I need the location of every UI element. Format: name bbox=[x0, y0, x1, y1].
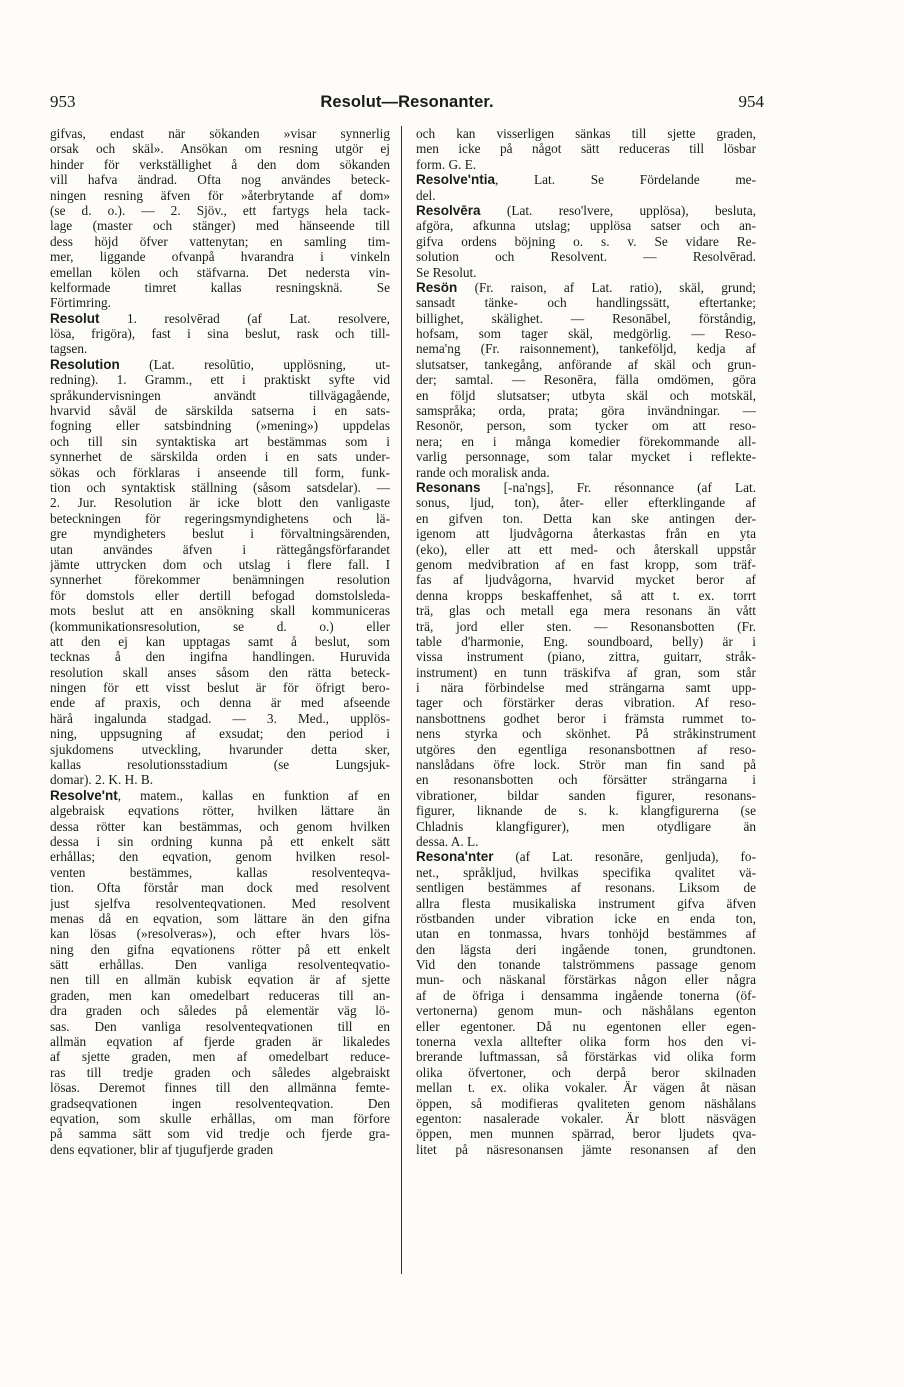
text-line: tonerna vexla alltefter olika form hos den vi- bbox=[416, 1034, 756, 1050]
text-line: ning, uppsugning af exsudat; den period i bbox=[50, 726, 390, 742]
headword: Resön bbox=[416, 279, 458, 295]
text-line: venten bestämmes, kallas resolventeqva- bbox=[50, 864, 390, 880]
text-line: allmän eqvation af fjerde graden är likaledes bbox=[50, 1034, 390, 1050]
text-line: vill hafva ändrad. Ofta nog användes beteck- bbox=[50, 172, 390, 188]
text-line: öppen, men munnen spärrad, beror ljudets qva- bbox=[416, 1126, 756, 1142]
text-line: olika öfvertoner, och derpå beror skilnaden bbox=[416, 1064, 756, 1080]
text-line: egenton: nasalerade vokaler. Är blott näsvägen bbox=[416, 1111, 756, 1126]
text-line: erhållas; den eqvation, genom hvilken resol- bbox=[50, 849, 390, 865]
text-line: brerande luftmassan, så förstärkas vid olika form bbox=[416, 1049, 756, 1065]
text-line: mots beslut att en ansökning skall kommuniceras bbox=[50, 603, 390, 619]
text-line: ningen resning äfven för »återbrytande af dom» bbox=[50, 187, 390, 203]
text-line: (kommunikationsresolution, se d. o.) eller bbox=[50, 618, 390, 634]
headword: Resolut bbox=[50, 310, 100, 326]
text-line: sansadt tänke- och handlingssätt, eftertanke; bbox=[416, 295, 756, 311]
text-line: den lägsta deri ingående tonen, grundtonen. bbox=[416, 941, 756, 957]
text-line: solution och Resolvent. — Resolvērad. bbox=[416, 249, 756, 265]
headword: Resolvēra bbox=[416, 202, 481, 218]
headword: Resolve'nt bbox=[50, 787, 118, 803]
text-line: ning den gifna eqvationens rötter på ett enkelt bbox=[50, 941, 390, 957]
text-line: Resolvēra (Lat. reso'lvere, upplösa), besluta, bbox=[416, 202, 756, 218]
text-line: menas då en eqvation, som lättare än den gifna bbox=[50, 910, 390, 926]
text-line: synnerhet förekommer benämningen resolution bbox=[50, 572, 390, 588]
text-line: Resolut 1. resolvērad (af Lat. resolvere, bbox=[50, 310, 390, 326]
headword: Resona'nter bbox=[416, 849, 494, 865]
text-line: (se d. o.). — 2. Sjöv., ett fartygs hela tack- bbox=[50, 202, 390, 218]
column-divider bbox=[401, 126, 402, 1274]
text-line: Vid den tonande talströmmens passage genom bbox=[416, 957, 756, 973]
text-line: Resön (Fr. raison, af Lat. ratio), skäl, grund; bbox=[416, 279, 756, 295]
text-line: gifva ordens böjning o. s. v. Se vidare Re- bbox=[416, 233, 756, 249]
text-line: röstbanden under vibration icke en enda ton, bbox=[416, 910, 756, 926]
text-line: samspråka; orda, prata; göra invändningar. — bbox=[416, 403, 756, 419]
text-line: lösa, frigöra), fast i sina beslut, rask och till- bbox=[50, 326, 390, 342]
text-line: litet på näsresonansen jämte resonansen af den bbox=[416, 1141, 756, 1157]
text-line: dens eqvationer, blir af tjugufjerde graden bbox=[50, 1141, 274, 1157]
text-line: lösas. Deremot finnes till den allmänna femte- bbox=[50, 1080, 390, 1096]
text-line: net., språkljud, hvilkas specifika qvalitet vä- bbox=[416, 864, 756, 880]
text-line: table d'harmonie, Eng. soundboard, belly) är i bbox=[416, 633, 756, 649]
headword: Resolve'ntia bbox=[416, 172, 495, 188]
text-line: igenom att ljudvågorna återkastas från en yta bbox=[416, 526, 756, 542]
text-line: att den ej kan upptagas samt å beslut, som bbox=[50, 633, 390, 649]
text-line: mer, liggande ofvanpå hvarandra i vinkeln bbox=[50, 249, 390, 265]
text-line: vissa instrument (piano, zittra, guitarr, stråk- bbox=[416, 649, 756, 665]
text-line: dessa. A. L. bbox=[416, 833, 479, 849]
text-line: Chladnis klangfigurer), men otydligare än bbox=[416, 818, 756, 834]
right-column bbox=[416, 126, 756, 1157]
text-line: allra flesta musikaliska instrument gifva äfven bbox=[416, 895, 756, 911]
text-line: i nära förbindelse med strängarna samt upp- bbox=[416, 680, 756, 696]
text-line: nens styrka och skönhet. På stråkinstrument bbox=[416, 726, 756, 742]
text-line: nanslådans öfre lock. Strör man fin sand på bbox=[416, 757, 756, 773]
headword: Resolution bbox=[50, 356, 120, 372]
text-line: instrument) en tunn träskifva af gran, som står bbox=[416, 664, 756, 680]
text-line: rande och moralisk anda. bbox=[416, 464, 550, 480]
text-line: Förtimring. bbox=[50, 295, 111, 311]
text-line: dess höjd öfver vattenytan; en samling tim- bbox=[50, 233, 390, 249]
text-line: sentligen bestämmes af resonans. Liksom de bbox=[416, 880, 756, 896]
text-line: Resonans [-na'ngs], Fr. résonnance (af Lat. bbox=[416, 479, 756, 495]
text-line: sonus, ljud, ton), åter- eller efterklingande af bbox=[416, 495, 756, 511]
headword: Resonans bbox=[416, 479, 481, 495]
text-line: form. G. E. bbox=[416, 156, 477, 172]
text-line: vibrationer, bildar sanden figurer, resonans- bbox=[416, 787, 756, 803]
text-line: genom medvibration af en fast kropp, som träf- bbox=[416, 556, 756, 572]
text-line: tagsen. bbox=[50, 341, 88, 357]
text-line: orsak och skäl». Ansökan om resning utgör ej bbox=[50, 141, 390, 157]
text-line: denna kropps beskaffenhet, så att t. ex. torrt bbox=[416, 587, 756, 603]
text-line: kan lösas (»resolveras»), och efter hvars lös- bbox=[50, 926, 390, 942]
text-line: just sjelfva resolventeqvationen. Med resolvent bbox=[50, 895, 390, 911]
text-line: ningen för ett visst beslut är för öfrigt bero- bbox=[50, 680, 390, 696]
text-line: Resona'nter (af Lat. resonāre, genljuda), fo- bbox=[416, 849, 756, 865]
text-line: nen till en allmän kubisk eqvation är af sjette bbox=[50, 972, 390, 988]
running-title: Resolut—Resonanter. bbox=[320, 93, 494, 111]
page-number-right: 954 bbox=[738, 92, 764, 111]
text-line: gifvas, endast när sökanden »visar synnerlig bbox=[50, 126, 390, 141]
text-line: en gifven ton. Detta kan ske antingen der- bbox=[416, 510, 756, 526]
text-line: redning). 1. Gramm., ett i praktiskt syfte vid bbox=[50, 372, 390, 388]
text-line: en resonansbotten och försätter strängarna i bbox=[416, 772, 756, 788]
text-line: nema'ng (Fr. raisonnement), tankeföljd, kedja af bbox=[416, 341, 756, 357]
text-line: resolution skall anses såsom den rätta beteck- bbox=[50, 664, 390, 680]
text-line: domar). 2. K. H. B. bbox=[50, 772, 154, 788]
text-line: algebraisk eqvations rötter, hvilken lättare än bbox=[50, 803, 390, 819]
text-line: gradseqvationen ingen resolventeqvation. Den bbox=[50, 1095, 390, 1111]
text-line: Se Resolut. bbox=[416, 264, 477, 280]
text-line: Resolution (Lat. resolūtio, upplösning, ut- bbox=[50, 356, 390, 372]
text-line: tion och syntaktisk ställning (såsom satsdelar). — bbox=[50, 479, 390, 495]
text-line: härå ingalunda stadgad. — 3. Med., upplös- bbox=[50, 710, 390, 726]
text-line: utan användes äfven i rättegångsförfarandet bbox=[50, 541, 390, 557]
text-line: Resolve'nt, matem., kallas en funktion af en bbox=[50, 787, 390, 803]
text-line: tecknas å den ingifna handlingen. Huruvida bbox=[50, 649, 390, 665]
text-line: ras till tredje graden och således algebraiskt bbox=[50, 1064, 390, 1080]
text-line: en följd slutsatser; utbyta skäl och motskäl, bbox=[416, 387, 756, 403]
text-line: ende af praxis, och denna är med afseende bbox=[50, 695, 390, 711]
text-line: och till sin syntaktiska art bestämmas som i bbox=[50, 433, 390, 449]
text-line: fas af ljudvågorna, hvarvid mycket beror af bbox=[416, 572, 756, 588]
text-line: afgöra, afkunna utslag; upplösa satser och an- bbox=[416, 218, 756, 234]
text-line: tion. Ofta förstår man dock med resolvent bbox=[50, 880, 390, 896]
text-line: vertonerna) genom mun- och näshålans egenton bbox=[416, 1003, 756, 1019]
left-column bbox=[50, 126, 390, 1157]
text-line: sas. Den vanliga resolventeqvationen till en bbox=[50, 1018, 390, 1034]
text-line: lage (master och stänger) med hänseende till bbox=[50, 218, 390, 234]
text-line: trä, jord eller sten. — Resonansbotten (Fr. bbox=[416, 618, 756, 634]
text-line: emellan kölen och stäfvarna. Det nedersta vin- bbox=[50, 264, 390, 280]
text-line: nansbottnens godhet beror i främsta rummet to- bbox=[416, 710, 756, 726]
text-line: öppen, så modifieras qvaliteten genom näshålans bbox=[416, 1095, 756, 1111]
text-line: figurer, liknande de s. k. klangfigurerna (se bbox=[416, 803, 756, 819]
text-line: språkundervisningen användt tillvägagående, bbox=[50, 387, 390, 403]
text-line: på samma sätt som vid tredje och fjerde gra- bbox=[50, 1126, 390, 1142]
text-line: eller egentoner. Då nu egentonen eller egen- bbox=[416, 1018, 756, 1034]
text-line: men icke på något sätt reduceras till lösbar bbox=[416, 141, 756, 157]
text-line: fogning eller satsbindning (»mening») uppdelas bbox=[50, 418, 390, 434]
text-line: der; samtal. — Resonēra, fälla omdömen, göra bbox=[416, 372, 756, 388]
text-line: trä, glas och metall ega mera resonans än vått bbox=[416, 603, 756, 619]
text-line: tager och förstärker deras vibration. Af reso- bbox=[416, 695, 756, 711]
text-line: för domstols eller dertill befogad domstolsleda- bbox=[50, 587, 390, 603]
text-line: 2. Jur. Resolution är icke blott den vanligaste bbox=[50, 495, 390, 511]
text-line: kelformade timret kallas resningsknä. Se bbox=[50, 279, 390, 295]
text-line: varlig personnage, som talar mycket i reflekte- bbox=[416, 449, 756, 465]
text-line: Resonör, person, som tycker om att reso- bbox=[416, 418, 756, 434]
text-line: sätt erhållas. Den vanliga resolventeqvatio- bbox=[50, 957, 390, 973]
text-line: mellan t. ex. olika vokaler. Är vägen åt näsan bbox=[416, 1080, 756, 1096]
text-line: dessa i sin ordning kunna på ett enkelt sätt bbox=[50, 833, 390, 849]
text-line: utan en tonmassa, hvars tonhöjd bestämmes af bbox=[416, 926, 756, 942]
text-line: synnerhet de särskilda orden i en sats under- bbox=[50, 449, 390, 465]
text-line: dra graden och således på elementär väg lö- bbox=[50, 1003, 390, 1019]
text-line: och kan visserligen sänkas till sjette graden, bbox=[416, 126, 756, 141]
text-line: (eko), eller att ett med- och återskall uppstår bbox=[416, 541, 756, 557]
text-line: af sjette graden, men af omedelbart reduce- bbox=[50, 1049, 390, 1065]
text-line: beteckningen för regeringsmyndighetens och lä- bbox=[50, 510, 390, 526]
text-line: gre myndigheters beslut i förvaltningsärenden, bbox=[50, 526, 390, 542]
text-line: hinder för verkställighet å den dom sökanden bbox=[50, 156, 390, 172]
text-line: mun- och näskanal förstärkas någon eller några bbox=[416, 972, 756, 988]
text-line: slutsatser, tankegång, anförande af skäl och grun- bbox=[416, 356, 756, 372]
text-line: kallas resolutionsstadium (se Lungsjuk- bbox=[50, 757, 390, 773]
text-line: hvarvid såväl de särskilda satserna i en sats- bbox=[50, 403, 390, 419]
text-line: jämte uttrycken dom och utslag i flere fall. I bbox=[50, 556, 390, 572]
page-header bbox=[50, 92, 764, 114]
page-number-left: 953 bbox=[50, 92, 76, 111]
text-line: graden, men kan omedelbart reduceras till an- bbox=[50, 987, 390, 1003]
text-line: billighet, skälighet. — Resonābel, förståndig, bbox=[416, 310, 756, 326]
text-line: hofsam, som tager skäl, medgörlig. — Reso- bbox=[416, 326, 756, 342]
text-line: Resolve'ntia, Lat. Se Fördelande me- bbox=[416, 172, 756, 188]
text-line: af de öfriga i densamma ingående tonerna (öf- bbox=[416, 987, 756, 1003]
text-line: dessa rötter kan bestämmas, och genom hvilken bbox=[50, 818, 390, 834]
text-line: utgöres den egentliga resonansbottnen af reso- bbox=[416, 741, 756, 757]
text-line: sökas och förklaras i anseende till form, funk- bbox=[50, 464, 390, 480]
text-line: del. bbox=[416, 187, 436, 203]
text-line: nera; en i många komedier förekommande all- bbox=[416, 433, 756, 449]
text-line: sjukdomens utveckling, hvarunder detta sker, bbox=[50, 741, 390, 757]
text-line: eqvation, som skulle erhållas, om man förfore bbox=[50, 1111, 390, 1126]
